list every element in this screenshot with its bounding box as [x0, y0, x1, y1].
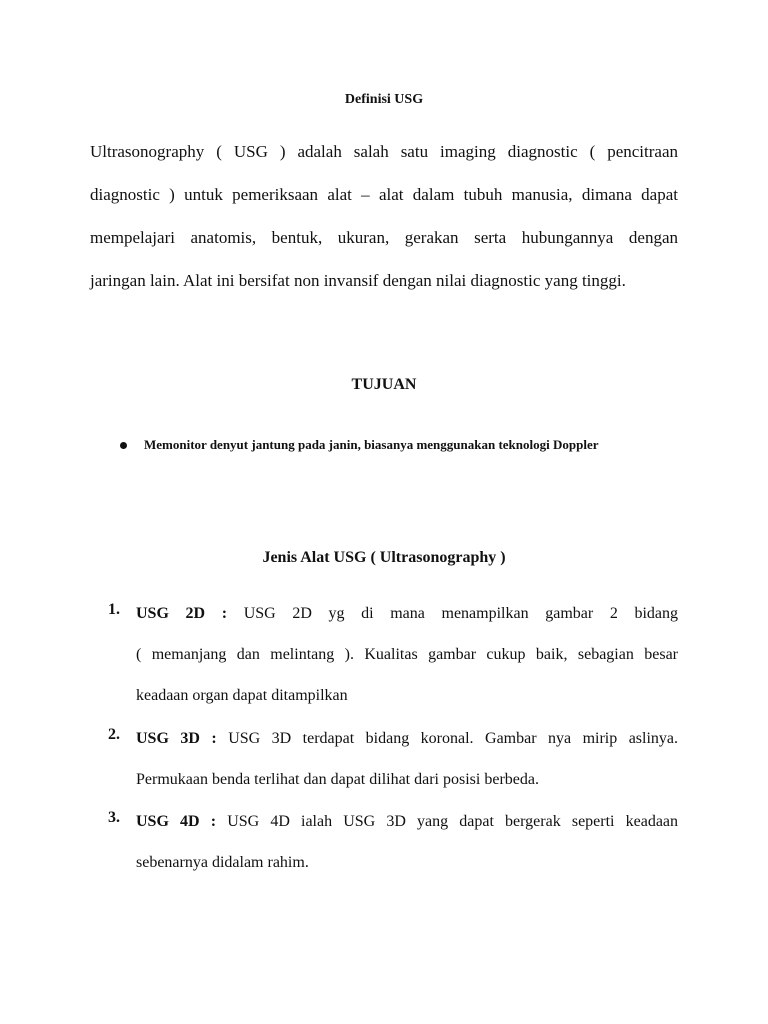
list-item-line: sebenarnya didalam rahim. — [136, 854, 309, 871]
list-item-text: USG 2D yg di mana menampilkan gambar 2 bidang — [243, 605, 679, 622]
list-item-line — [136, 801, 678, 842]
list-item-line: Permukaan benda terlihat dan dapat dilihat dari posisi berbeda. — [136, 771, 539, 788]
definition-line: Ultrasonography ( USG ) adalah salah satu imaging diagnostic ( pencitraan — [90, 142, 678, 161]
definition-paragraph — [90, 130, 678, 302]
list-number: 2. — [108, 726, 120, 743]
list-item-term: USG 3D : — [136, 730, 217, 747]
definition-line: jaringan lain. Alat ini bersifat non invansif dengan nilai diagnostic yang tinggi. — [90, 271, 626, 290]
definition-line: diagnostic ) untuk pemeriksaan alat – alat dalam tubuh manusia, dimana dapat — [90, 185, 678, 204]
tujuan-heading: TUJUAN — [351, 376, 417, 393]
list-item-term: USG 4D : — [136, 813, 217, 830]
list-item-body — [136, 593, 678, 716]
list-item-line — [136, 593, 678, 634]
tujuan-bullet-text: Memonitor denyut jantung pada janin, biasanya menggunakan teknologi Doppler — [144, 437, 599, 452]
bullet-dot-icon — [120, 442, 127, 449]
list-item-line: ( memanjang dan melintang ). Kualitas gambar cukup baik, sebagian besar — [136, 646, 678, 663]
list-item-text: USG 4D ialah USG 3D yang dapat bergerak seperti keadaan — [227, 813, 679, 830]
list-number: 1. — [108, 601, 120, 618]
list-item-text: USG 3D terdapat bidang koronal. Gambar nya mirip aslinya. — [228, 730, 679, 747]
list-number: 3. — [108, 809, 120, 826]
definition-line: mempelajari anatomis, bentuk, ukuran, gerakan serta hubungannya dengan — [90, 228, 678, 247]
list-item-line: keadaan organ dapat ditampilkan — [136, 687, 348, 704]
definition-title: Definisi USG — [344, 92, 424, 107]
list-item-body — [136, 718, 678, 800]
list-item-term: USG 2D : — [136, 605, 228, 622]
list-item-line — [136, 718, 678, 759]
jenis-heading: Jenis Alat USG ( Ultrasonography ) — [262, 549, 506, 566]
list-item-body — [136, 801, 678, 883]
